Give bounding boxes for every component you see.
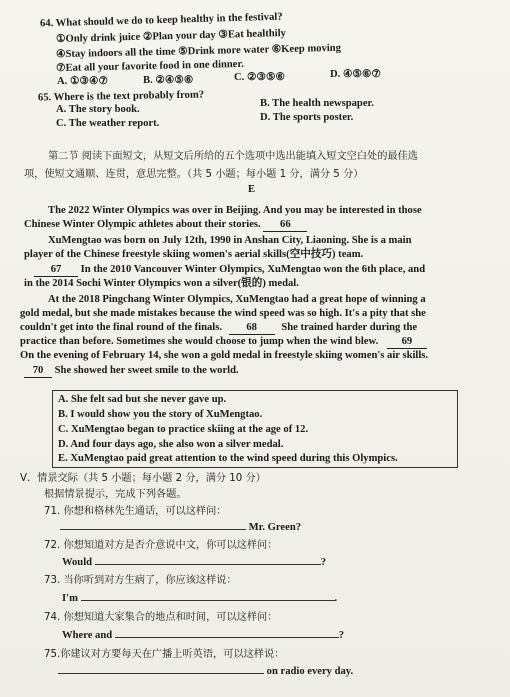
q64-choice-c: C. ②③⑤⑥ xyxy=(234,72,285,83)
passage-line: The 2022 Winter Olympics was over in Beijing. And you may be interested in those xyxy=(48,205,422,216)
q73-prefix: I'm xyxy=(62,593,78,604)
passage-text: Chinese Winter Olympic athletes about their stories. xyxy=(24,219,261,230)
q64-choice-d: D. ④⑤⑥⑦ xyxy=(330,69,381,80)
q74-prefix: Where and xyxy=(62,630,113,641)
passage-line xyxy=(34,263,425,277)
q74-end: ? xyxy=(338,630,345,641)
q64-stem: 64. What should we do to keep healthy in the festival? xyxy=(39,11,283,30)
q65-choice-d: D. The sports poster. xyxy=(260,112,354,123)
passage-label: E xyxy=(248,184,256,195)
q72-blank[interactable] xyxy=(95,564,321,565)
passage-text: practice than before. Sometimes she would choose to jump when the wind blew. xyxy=(20,336,379,347)
q72-prompt: 72. 你想知道对方是否介意说中文，你可以这样问： xyxy=(44,540,278,551)
q64-options-line3: ⑦Eat all your favorite food in one dinner. xyxy=(55,58,244,75)
q74-prompt: 74. 你想知道大家集合的地点和时间，可以这样问： xyxy=(44,612,278,623)
section2-instruction-line1: 第二节 阅读下面短文，从短文后所给的五个选项中选出能填入短文空白处的最佳选 xyxy=(48,151,418,162)
q72-end: ? xyxy=(320,557,326,568)
option-d: D. And four days ago, she also won a silver medal. xyxy=(58,439,284,450)
option-a: A. She felt sad but she never gave up. xyxy=(58,394,227,405)
q71-answer-line xyxy=(60,521,301,534)
q73-end: . xyxy=(334,593,338,604)
q73-blank[interactable] xyxy=(81,600,335,601)
section2-instruction-line2: 项，使短文通顺、连贯，意思完整。（共 5 小题；每小题 1 分，满分 5 分） xyxy=(24,169,364,180)
blank-69: 69 xyxy=(387,335,427,349)
q71-suffix: Mr. Green? xyxy=(248,522,302,533)
q64-choice-b: B. ②④⑤⑥ xyxy=(143,75,194,86)
passage-line: On the evening of February 14, she won a gold medal in freestyle skiing women's air skills. xyxy=(20,350,429,361)
passage-line xyxy=(20,321,417,335)
q65-stem: 65. Where is the text probably from? xyxy=(37,89,205,104)
passage-text: In the 2010 Vancouver Winter Olympics, XuMengtao won the 6th place, and xyxy=(80,264,426,275)
section5-heading: V．情景交际（共 5 小题；每小题 2 分，满分 10 分） xyxy=(20,473,266,484)
passage-line: gold medal, but she made mistakes because the wind speed was so high. It's a pity that she xyxy=(20,308,426,319)
passage-line: player of the Chinese freestyle skiing women's aerial skills(空中技巧) team. xyxy=(24,249,364,260)
q64-choice-a: A. ①③④⑦ xyxy=(57,76,108,87)
passage-text: She trained harder during the xyxy=(281,322,418,333)
option-e: E. XuMengtao paid great attention to the wind speed during this Olympics. xyxy=(58,453,398,464)
q75-blank[interactable] xyxy=(58,673,264,674)
q71-blank[interactable] xyxy=(60,529,246,530)
passage-line xyxy=(24,364,239,378)
option-b: B. I would show you the story of XuMengtao. xyxy=(58,409,263,420)
q74-blank[interactable] xyxy=(115,637,339,638)
blank-70: 70 xyxy=(24,364,52,378)
passage-line: XuMengtao was born on July 12th, 1990 in Anshan City, Liaoning. She is a main xyxy=(48,235,412,246)
passage-text: She showed her sweet smile to the world. xyxy=(54,365,239,376)
q72-prefix: Would xyxy=(62,557,93,568)
q75-prompt: 75.你建议对方要每天在广播上听英语，可以这样说： xyxy=(44,649,285,660)
q71-prompt: 71. 你想和格林先生通话，可以这样问： xyxy=(44,506,227,517)
passage-line: in the 2014 Sochi Winter Olympics won a silver(银的) medal. xyxy=(24,278,299,289)
blank-67: 67 xyxy=(34,263,78,277)
q75-answer-line xyxy=(58,665,353,678)
options-box xyxy=(52,390,458,468)
q75-suffix: on radio every day. xyxy=(266,666,354,677)
q65-choice-c: C. The weather report. xyxy=(56,118,160,129)
option-c: C. XuMengtao began to practice skiing at the age of 12. xyxy=(58,424,309,435)
q73-answer-line xyxy=(62,592,337,605)
blank-66: 66 xyxy=(263,218,307,232)
passage-text: couldn't get into the final round of the finals. xyxy=(20,322,222,333)
q72-answer-line xyxy=(62,556,326,569)
q65-choice-b: B. The health newspaper. xyxy=(260,98,374,109)
q64-options-line2: ④Stay indoors all the time ⑤Drink more water ⑥Keep moving xyxy=(55,42,342,61)
q64-options-line1: ①Only drink juice ②Plan your day ③Eat healthily xyxy=(55,27,287,46)
passage-line xyxy=(20,335,427,349)
blank-68: 68 xyxy=(229,321,275,335)
q65-choice-a: A. The story book. xyxy=(56,104,140,115)
q74-answer-line xyxy=(62,629,344,642)
q73-prompt: 73. 当你听到对方生病了，你应该这样说： xyxy=(44,575,237,586)
passage-line: At the 2018 Pingchang Winter Olympics, XuMengtao had a great hope of winning a xyxy=(48,294,426,305)
section5-subheading: 根据情景提示，完成下列各题。 xyxy=(44,489,187,500)
passage-line xyxy=(24,218,307,232)
